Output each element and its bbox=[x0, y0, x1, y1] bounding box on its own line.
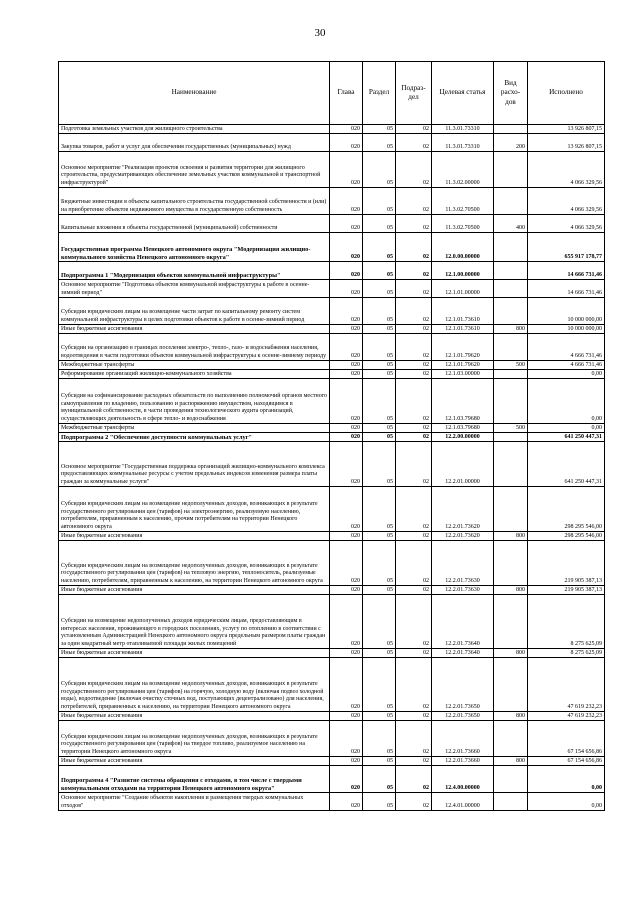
row-celevaya-cell: 12.2.01.73620 bbox=[432, 532, 494, 541]
row-glava-cell: 020 bbox=[330, 658, 363, 712]
row-razdel-cell: 05 bbox=[363, 424, 396, 433]
row-celevaya-cell: 12.1.01.00000 bbox=[432, 280, 494, 298]
row-podrazdel-cell: 02 bbox=[396, 793, 432, 811]
row-name-cell: Иные бюджетные ассигнования bbox=[59, 757, 330, 766]
row-vid-cell: 800 bbox=[494, 649, 528, 658]
table-row bbox=[59, 361, 605, 370]
row-celevaya-cell: 12.0.00.00000 bbox=[432, 233, 494, 262]
row-ispolneno-cell: 655 917 178,77 bbox=[528, 233, 605, 262]
row-razdel-cell: 05 bbox=[363, 188, 396, 215]
row-celevaya-cell: 12.2.01.73630 bbox=[432, 541, 494, 586]
header-vid: Вид расхо-дов bbox=[494, 62, 528, 125]
row-glava-cell: 020 bbox=[330, 215, 363, 233]
row-ispolneno-cell: 47 619 232,23 bbox=[528, 658, 605, 712]
row-vid-cell bbox=[494, 793, 528, 811]
row-razdel-cell: 05 bbox=[363, 487, 396, 532]
row-name-cell: Межбюджетные трансферты bbox=[59, 361, 330, 370]
row-celevaya-cell: 12.1.01.79620 bbox=[432, 334, 494, 361]
row-name-cell: Иные бюджетные ассигнования bbox=[59, 712, 330, 721]
row-celevaya-cell: 12.1.03.79680 bbox=[432, 424, 494, 433]
table-row bbox=[59, 532, 605, 541]
table-row bbox=[59, 487, 605, 532]
table-row bbox=[59, 334, 605, 361]
table-row bbox=[59, 125, 605, 134]
row-glava-cell: 020 bbox=[330, 233, 363, 262]
header-celevaya: Целевая статья bbox=[432, 62, 494, 125]
row-podrazdel-cell: 02 bbox=[396, 433, 432, 442]
row-vid-cell bbox=[494, 433, 528, 442]
row-glava-cell: 020 bbox=[330, 325, 363, 334]
row-razdel-cell: 05 bbox=[363, 298, 396, 325]
row-glava-cell: 020 bbox=[330, 712, 363, 721]
row-ispolneno-cell: 10 000 000,00 bbox=[528, 325, 605, 334]
row-name-cell: Подпрограмма 1 "Модернизация объектов коммунальной инфраструктуры" bbox=[59, 262, 330, 280]
row-celevaya-cell: 12.1.00.00000 bbox=[432, 262, 494, 280]
row-ispolneno-cell: 14 666 731,46 bbox=[528, 262, 605, 280]
row-podrazdel-cell: 02 bbox=[396, 325, 432, 334]
row-ispolneno-cell: 47 619 232,23 bbox=[528, 712, 605, 721]
row-celevaya-cell: 12.1.01.73610 bbox=[432, 325, 494, 334]
row-glava-cell: 020 bbox=[330, 188, 363, 215]
row-celevaya-cell: 11.3.01.73310 bbox=[432, 134, 494, 152]
row-podrazdel-cell: 02 bbox=[396, 280, 432, 298]
row-razdel-cell: 05 bbox=[363, 586, 396, 595]
row-vid-cell bbox=[494, 766, 528, 793]
table-row bbox=[59, 152, 605, 188]
row-podrazdel-cell: 02 bbox=[396, 712, 432, 721]
row-ispolneno-cell: 8 275 625,09 bbox=[528, 649, 605, 658]
table-row bbox=[59, 442, 605, 487]
row-glava-cell: 020 bbox=[330, 595, 363, 649]
row-glava-cell: 020 bbox=[330, 134, 363, 152]
row-podrazdel-cell: 02 bbox=[396, 487, 432, 532]
row-podrazdel-cell: 02 bbox=[396, 334, 432, 361]
row-vid-cell bbox=[494, 487, 528, 532]
row-celevaya-cell: 12.2.01.73660 bbox=[432, 757, 494, 766]
row-celevaya-cell: 12.1.03.00000 bbox=[432, 370, 494, 379]
row-podrazdel-cell: 02 bbox=[396, 361, 432, 370]
table-row bbox=[59, 134, 605, 152]
row-podrazdel-cell: 02 bbox=[396, 262, 432, 280]
row-vid-cell: 800 bbox=[494, 712, 528, 721]
row-celevaya-cell: 11.3.02.70500 bbox=[432, 188, 494, 215]
table-row bbox=[59, 188, 605, 215]
header-glava: Глава bbox=[330, 62, 363, 125]
table-row bbox=[59, 325, 605, 334]
row-razdel-cell: 05 bbox=[363, 134, 396, 152]
row-celevaya-cell: 12.4.00.00000 bbox=[432, 766, 494, 793]
row-celevaya-cell: 12.2.01.73640 bbox=[432, 595, 494, 649]
row-podrazdel-cell: 02 bbox=[396, 649, 432, 658]
table-row bbox=[59, 586, 605, 595]
table-body bbox=[59, 125, 605, 811]
row-glava-cell: 020 bbox=[330, 721, 363, 757]
row-vid-cell: 800 bbox=[494, 586, 528, 595]
row-name-cell: Государственная программа Ненецкого автономного округа "Модернизация жилищно-коммунального хозяйства Ненецкого автономного округа" bbox=[59, 233, 330, 262]
row-glava-cell: 020 bbox=[330, 125, 363, 134]
row-ispolneno-cell: 67 154 656,86 bbox=[528, 757, 605, 766]
row-vid-cell bbox=[494, 379, 528, 424]
row-ispolneno-cell: 10 000 000,00 bbox=[528, 298, 605, 325]
table-row bbox=[59, 721, 605, 757]
row-razdel-cell: 05 bbox=[363, 658, 396, 712]
row-name-cell: Субсидии на организацию в границах поселения электро-, тепло-, газо- и водоснабжения населения, водоотведения в части подготовки объектов коммунальной инфраструктуры к осенне-зимнему периоду bbox=[59, 334, 330, 361]
row-vid-cell bbox=[494, 721, 528, 757]
row-podrazdel-cell: 02 bbox=[396, 442, 432, 487]
row-podrazdel-cell: 02 bbox=[396, 766, 432, 793]
table-row bbox=[59, 215, 605, 233]
row-glava-cell: 020 bbox=[330, 298, 363, 325]
row-ispolneno-cell: 641 250 447,31 bbox=[528, 442, 605, 487]
row-razdel-cell: 05 bbox=[363, 233, 396, 262]
row-vid-cell bbox=[494, 152, 528, 188]
row-vid-cell bbox=[494, 442, 528, 487]
row-name-cell: Межбюджетные трансферты bbox=[59, 424, 330, 433]
row-ispolneno-cell: 219 905 387,13 bbox=[528, 541, 605, 586]
row-vid-cell: 500 bbox=[494, 424, 528, 433]
row-podrazdel-cell: 02 bbox=[396, 586, 432, 595]
row-celevaya-cell: 12.1.01.73610 bbox=[432, 298, 494, 325]
row-vid-cell: 400 bbox=[494, 215, 528, 233]
row-name-cell: Субсидии на возмещение недополученных доходов юридическим лицам, предоставляющим в интересах населения, проживающего в городских поселениях, услугу по отоплению в соответствии с установленным Администрацией Ненецкого автономного округа предельным размером платы граждан за один квадратный метр отапливаемой площади жилых помещений bbox=[59, 595, 330, 649]
table-row bbox=[59, 379, 605, 424]
row-name-cell: Субсидии юридическим лицам на возмещение недополученных доходов, возникающих в результате государственного регулирования цен (тарифов) на горячую, холодную воду (включая подвоз холодной воды), водоотведение (включая очистку сточных вод, поступающих децентрализовано) для населения, потребителей, приравненных к населению, на территории Ненецкого автономного округа bbox=[59, 658, 330, 712]
row-celevaya-cell: 11.3.01.73310 bbox=[432, 125, 494, 134]
row-razdel-cell: 05 bbox=[363, 712, 396, 721]
table-row bbox=[59, 262, 605, 280]
header-ispolneno: Исполнено bbox=[528, 62, 605, 125]
row-podrazdel-cell: 02 bbox=[396, 233, 432, 262]
row-glava-cell: 020 bbox=[330, 757, 363, 766]
row-razdel-cell: 05 bbox=[363, 721, 396, 757]
row-celevaya-cell: 11.3.02.00000 bbox=[432, 152, 494, 188]
row-name-cell: Иные бюджетные ассигнования bbox=[59, 532, 330, 541]
row-razdel-cell: 05 bbox=[363, 433, 396, 442]
row-podrazdel-cell: 02 bbox=[396, 721, 432, 757]
row-name-cell: Основное мероприятие "Создание объектов накопления и размещения твердых коммунальных отходов" bbox=[59, 793, 330, 811]
header-name: Наименование bbox=[59, 62, 330, 125]
row-podrazdel-cell: 02 bbox=[396, 379, 432, 424]
row-glava-cell: 020 bbox=[330, 152, 363, 188]
row-ispolneno-cell: 0,00 bbox=[528, 370, 605, 379]
header-razdel: Раздел bbox=[363, 62, 396, 125]
row-name-cell: Субсидии юридическим лицам на возмещение недополученных доходов, возникающих в результате государственного регулирования цен (тарифов) на тепловую энергию, теплоноситель, реализуемые населению, потребителям, приравненным к населению, на территории Ненецкого автономного округа bbox=[59, 541, 330, 586]
row-name-cell: Бюджетные инвестиции в объекты капитального строительства государственной собственности и (или) на приобретение объектов недвижимого имущества в государственную собственность bbox=[59, 188, 330, 215]
row-vid-cell bbox=[494, 595, 528, 649]
row-glava-cell: 020 bbox=[330, 766, 363, 793]
row-razdel-cell: 05 bbox=[363, 379, 396, 424]
row-podrazdel-cell: 02 bbox=[396, 134, 432, 152]
row-vid-cell bbox=[494, 188, 528, 215]
row-glava-cell: 020 bbox=[330, 487, 363, 532]
row-celevaya-cell: 12.2.01.73640 bbox=[432, 649, 494, 658]
row-razdel-cell: 05 bbox=[363, 280, 396, 298]
row-podrazdel-cell: 02 bbox=[396, 298, 432, 325]
row-glava-cell: 020 bbox=[330, 586, 363, 595]
row-celevaya-cell: 12.2.00.00000 bbox=[432, 433, 494, 442]
row-name-cell: Подготовка земельных участков для жилищного строительства bbox=[59, 125, 330, 134]
row-vid-cell: 800 bbox=[494, 325, 528, 334]
row-celevaya-cell: 12.2.01.73650 bbox=[432, 712, 494, 721]
table-row bbox=[59, 595, 605, 649]
table-row bbox=[59, 649, 605, 658]
row-vid-cell: 800 bbox=[494, 532, 528, 541]
row-vid-cell bbox=[494, 658, 528, 712]
table-row bbox=[59, 280, 605, 298]
row-razdel-cell: 05 bbox=[363, 442, 396, 487]
row-podrazdel-cell: 02 bbox=[396, 757, 432, 766]
row-name-cell: Основное мероприятие "Реализация проектов освоения и развития территории для жилищного строительства, предусматривающих обеспечение земельных участков коммунальной и транспортной инфраструктурой" bbox=[59, 152, 330, 188]
row-vid-cell: 500 bbox=[494, 361, 528, 370]
row-glava-cell: 020 bbox=[330, 532, 363, 541]
row-celevaya-cell: 12.4.01.00000 bbox=[432, 793, 494, 811]
row-razdel-cell: 05 bbox=[363, 262, 396, 280]
row-ispolneno-cell: 219 905 387,13 bbox=[528, 586, 605, 595]
row-vid-cell bbox=[494, 298, 528, 325]
row-ispolneno-cell: 0,00 bbox=[528, 793, 605, 811]
row-celevaya-cell: 11.3.02.70500 bbox=[432, 215, 494, 233]
row-name-cell: Капитальные вложения в объекты государственной (муниципальной) собственности bbox=[59, 215, 330, 233]
row-vid-cell bbox=[494, 334, 528, 361]
row-name-cell: Иные бюджетные ассигнования bbox=[59, 325, 330, 334]
row-glava-cell: 020 bbox=[330, 379, 363, 424]
row-glava-cell: 020 bbox=[330, 793, 363, 811]
row-razdel-cell: 05 bbox=[363, 215, 396, 233]
row-vid-cell bbox=[494, 370, 528, 379]
row-vid-cell bbox=[494, 233, 528, 262]
row-name-cell: Основное мероприятие "Государственная поддержка организаций жилищно-коммунального комплекса предоставляющих коммунальные ресурсы с учетом предельных индексов изменения размера платы граждан за коммунальные услуги" bbox=[59, 442, 330, 487]
row-name-cell: Подпрограмма 4 "Развитие системы обращения с отходами, в том числе с твердыми коммунальными отходами на территории Ненецкого автономного округа" bbox=[59, 766, 330, 793]
row-vid-cell bbox=[494, 262, 528, 280]
row-name-cell: Субсидии юридическим лицам на возмещение недополученных доходов, возникающих в результате государственного регулирования цен (тарифов) на твердое топливо, реализуемое населению на территории Ненецкого автономного округа bbox=[59, 721, 330, 757]
row-razdel-cell: 05 bbox=[363, 757, 396, 766]
row-podrazdel-cell: 02 bbox=[396, 188, 432, 215]
row-razdel-cell: 05 bbox=[363, 152, 396, 188]
row-ispolneno-cell: 0,00 bbox=[528, 766, 605, 793]
row-glava-cell: 020 bbox=[330, 424, 363, 433]
table-row bbox=[59, 370, 605, 379]
table-row bbox=[59, 658, 605, 712]
row-podrazdel-cell: 02 bbox=[396, 125, 432, 134]
row-podrazdel-cell: 02 bbox=[396, 541, 432, 586]
table-row bbox=[59, 541, 605, 586]
row-name-cell: Иные бюджетные ассигнования bbox=[59, 586, 330, 595]
row-glava-cell: 020 bbox=[330, 361, 363, 370]
row-vid-cell bbox=[494, 541, 528, 586]
table-row bbox=[59, 766, 605, 793]
row-ispolneno-cell: 298 295 546,00 bbox=[528, 532, 605, 541]
row-razdel-cell: 05 bbox=[363, 649, 396, 658]
row-ispolneno-cell: 13 926 807,15 bbox=[528, 125, 605, 134]
table-row bbox=[59, 433, 605, 442]
row-podrazdel-cell: 02 bbox=[396, 424, 432, 433]
row-ispolneno-cell: 641 250 447,31 bbox=[528, 433, 605, 442]
row-podrazdel-cell: 02 bbox=[396, 532, 432, 541]
row-podrazdel-cell: 02 bbox=[396, 595, 432, 649]
row-razdel-cell: 05 bbox=[363, 125, 396, 134]
row-ispolneno-cell: 0,00 bbox=[528, 424, 605, 433]
row-ispolneno-cell: 4 666 731,46 bbox=[528, 361, 605, 370]
row-celevaya-cell: 12.2.01.73660 bbox=[432, 721, 494, 757]
table-header-row bbox=[59, 62, 605, 125]
table-row bbox=[59, 424, 605, 433]
row-razdel-cell: 05 bbox=[363, 541, 396, 586]
row-vid-cell: 200 bbox=[494, 134, 528, 152]
row-podrazdel-cell: 02 bbox=[396, 215, 432, 233]
row-celevaya-cell: 12.2.01.73650 bbox=[432, 658, 494, 712]
row-name-cell: Основное мероприятие "Подготовка объектов коммунальной инфраструктуры к работе в осенне-зимний период" bbox=[59, 280, 330, 298]
row-ispolneno-cell: 8 275 625,09 bbox=[528, 595, 605, 649]
row-glava-cell: 020 bbox=[330, 280, 363, 298]
table-row bbox=[59, 757, 605, 766]
row-razdel-cell: 05 bbox=[363, 334, 396, 361]
table-row bbox=[59, 712, 605, 721]
row-razdel-cell: 05 bbox=[363, 532, 396, 541]
row-razdel-cell: 05 bbox=[363, 361, 396, 370]
row-glava-cell: 020 bbox=[330, 370, 363, 379]
row-glava-cell: 020 bbox=[330, 649, 363, 658]
row-ispolneno-cell: 298 295 546,00 bbox=[528, 487, 605, 532]
row-razdel-cell: 05 bbox=[363, 595, 396, 649]
row-ispolneno-cell: 14 666 731,46 bbox=[528, 280, 605, 298]
row-ispolneno-cell: 67 154 656,86 bbox=[528, 721, 605, 757]
row-ispolneno-cell: 0,00 bbox=[528, 379, 605, 424]
row-ispolneno-cell: 4 066 329,56 bbox=[528, 152, 605, 188]
row-name-cell: Подпрограмма 2 "Обеспечение доступности коммунальных услуг" bbox=[59, 433, 330, 442]
row-celevaya-cell: 12.2.01.00000 bbox=[432, 442, 494, 487]
row-glava-cell: 020 bbox=[330, 433, 363, 442]
row-name-cell: Субсидии юридическим лицам на возмещение части затрат по капитальному ремонту систем коммунальной инфраструктуры в целях подготовки объектов к работе в осенне-зимний период bbox=[59, 298, 330, 325]
row-celevaya-cell: 12.1.03.79680 bbox=[432, 379, 494, 424]
row-razdel-cell: 05 bbox=[363, 793, 396, 811]
row-glava-cell: 020 bbox=[330, 541, 363, 586]
row-podrazdel-cell: 02 bbox=[396, 152, 432, 188]
row-celevaya-cell: 12.1.01.79620 bbox=[432, 361, 494, 370]
row-ispolneno-cell: 4 066 329,56 bbox=[528, 215, 605, 233]
row-vid-cell bbox=[494, 125, 528, 134]
row-vid-cell bbox=[494, 280, 528, 298]
row-glava-cell: 020 bbox=[330, 262, 363, 280]
table-row bbox=[59, 793, 605, 811]
row-ispolneno-cell: 13 926 807,15 bbox=[528, 134, 605, 152]
budget-execution-table bbox=[58, 61, 605, 811]
row-podrazdel-cell: 02 bbox=[396, 658, 432, 712]
row-razdel-cell: 05 bbox=[363, 766, 396, 793]
row-name-cell: Субсидия на софинансирование расходных обязательств по выполнению полномочий органов местного самоуправления по владению, пользованию и распоряжению имуществом, находящимся в муниципальной собственности, в части проведения технологического аудита организаций, осуществляющих деятельность в сфере тепло- и водоснабжения bbox=[59, 379, 330, 424]
row-podrazdel-cell: 02 bbox=[396, 370, 432, 379]
page-number: 30 bbox=[314, 27, 326, 39]
row-glava-cell: 020 bbox=[330, 442, 363, 487]
row-glava-cell: 020 bbox=[330, 334, 363, 361]
row-name-cell: Реформирование организаций жилищно-коммунального хозяйства bbox=[59, 370, 330, 379]
row-razdel-cell: 05 bbox=[363, 325, 396, 334]
header-podrazdel: Подраз-дел bbox=[396, 62, 432, 125]
table-row bbox=[59, 298, 605, 325]
table-row bbox=[59, 233, 605, 262]
row-celevaya-cell: 12.2.01.73630 bbox=[432, 586, 494, 595]
row-vid-cell: 800 bbox=[494, 757, 528, 766]
row-celevaya-cell: 12.2.01.73620 bbox=[432, 487, 494, 532]
row-ispolneno-cell: 4 066 329,56 bbox=[528, 188, 605, 215]
row-name-cell: Субсидии юридическим лицам на возмещение недополученных доходов, возникающих в результате государственного регулирования цен (тарифов) на электроэнергию, реализуемую населению, потребителям, приравненным к населению, прочим потребителям на территории Ненецкого автономного округа bbox=[59, 487, 330, 532]
row-razdel-cell: 05 bbox=[363, 370, 396, 379]
row-name-cell: Иные бюджетные ассигнования bbox=[59, 649, 330, 658]
row-ispolneno-cell: 4 666 731,46 bbox=[528, 334, 605, 361]
row-name-cell: Закупка товаров, работ и услуг для обеспечения государственных (муниципальных) нужд bbox=[59, 134, 330, 152]
